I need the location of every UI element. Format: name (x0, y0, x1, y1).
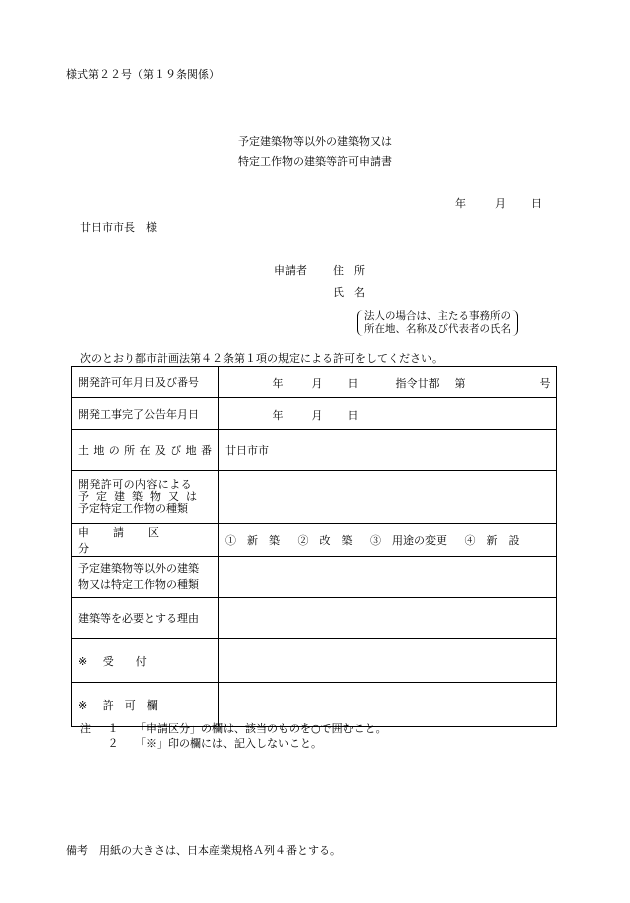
table-row-permission (72, 683, 557, 727)
development-permit-label: 開発許可年月日及び番号 (72, 367, 219, 398)
note-item: ２ 「※」印の欄には、記入しないこと。 (107, 737, 322, 750)
remark: 備考 用紙の大きさは、日本産業規格Ａ列４番とする。 (66, 844, 341, 857)
notes (80, 721, 387, 751)
permission-field (219, 683, 557, 727)
table-row-development-permit (72, 367, 557, 398)
addressee: 廿日市市長 様 (80, 221, 157, 234)
notes-prefix: 注 (80, 722, 91, 735)
reason-field[interactable] (219, 598, 557, 639)
completion-year-label: 年 (272, 408, 284, 422)
building-type-label: 予定建築物等以外の建築 物又は特定工作物の種類 (72, 557, 219, 598)
planned-building-type-label: 開発許可の内容による 予定建築物又は 予定特定工作物の種類 (72, 471, 219, 524)
corporation-note-line2: 所在地、名称及び代表者の氏名 (364, 323, 511, 335)
note-item: 注 １ 「申請区分」の欄は、該当のものを○で囲むこと。 (80, 722, 387, 735)
option-reconstruction[interactable]: ② 改 築 (297, 534, 353, 547)
application-category-options (219, 524, 557, 557)
permit-dai-label: 第 (454, 377, 466, 390)
note-mark: ※ (78, 698, 88, 712)
applicant-address-label: 住所 (333, 264, 375, 277)
note-mark: ※ (78, 654, 88, 668)
table-row-land-location (72, 430, 557, 471)
land-location-field[interactable]: 廿日市市 (219, 430, 557, 471)
applicant-name-label: 氏名 (333, 286, 375, 299)
table-row-reception (72, 639, 557, 683)
reception-label: ※ 受 付 (72, 639, 219, 683)
permit-year-label: 年 (272, 377, 284, 390)
table-row-reason (72, 598, 557, 639)
completion-notice-label: 開発工事完了公告年月日 (72, 398, 219, 430)
permit-month-label: 月 (311, 377, 323, 390)
reception-field (219, 639, 557, 683)
land-location-label: 土 地 の 所 在 及 び 地 番 (72, 430, 219, 471)
completion-month-label: 月 (311, 408, 323, 422)
document-title-line1: 予定建築物等以外の建築物又は (238, 135, 392, 148)
option-change-of-use[interactable]: ③ 用途の変更 (370, 534, 447, 547)
date-month-label: 月 (495, 197, 506, 210)
table-row-completion-notice (72, 398, 557, 430)
table-row-planned-building-type (72, 471, 557, 524)
permit-go-label: 号 (539, 377, 551, 390)
instruction-text: 次のとおり都市計画法第４２条第１項の規定による許可をしてください。 (80, 352, 443, 365)
completion-notice-field[interactable] (219, 398, 557, 430)
building-type-field[interactable] (219, 557, 557, 598)
development-permit-field[interactable] (219, 367, 557, 398)
form-number: 様式第２２号（第１９条関係） (66, 68, 220, 81)
completion-day-label: 日 (347, 408, 359, 422)
table-row-building-type (72, 557, 557, 598)
permit-day-label: 日 (347, 377, 359, 390)
permit-directive-label: 指令廿都 (395, 377, 440, 390)
table-row-application-category (72, 524, 557, 557)
option-new-installation[interactable]: ④ 新 設 (464, 534, 520, 547)
document-title-line2: 特定工作物の建築等許可申請書 (238, 155, 392, 168)
corporation-note (357, 310, 518, 336)
application-form-table (71, 366, 557, 727)
application-category-label: 申請区分 (72, 524, 219, 557)
corporation-note-line1: 法人の場合は、主たる事務所の (364, 310, 511, 322)
applicant-label: 申請者 (274, 264, 307, 277)
date-year-label: 年 (455, 197, 466, 210)
permission-label: ※ 許 可 欄 (72, 683, 219, 727)
option-new-construction[interactable]: ① 新 築 (225, 534, 280, 547)
date-day-label: 日 (531, 197, 542, 210)
reason-label: 建築等を必要とする理由 (72, 598, 219, 639)
planned-building-type-field[interactable] (219, 471, 557, 524)
